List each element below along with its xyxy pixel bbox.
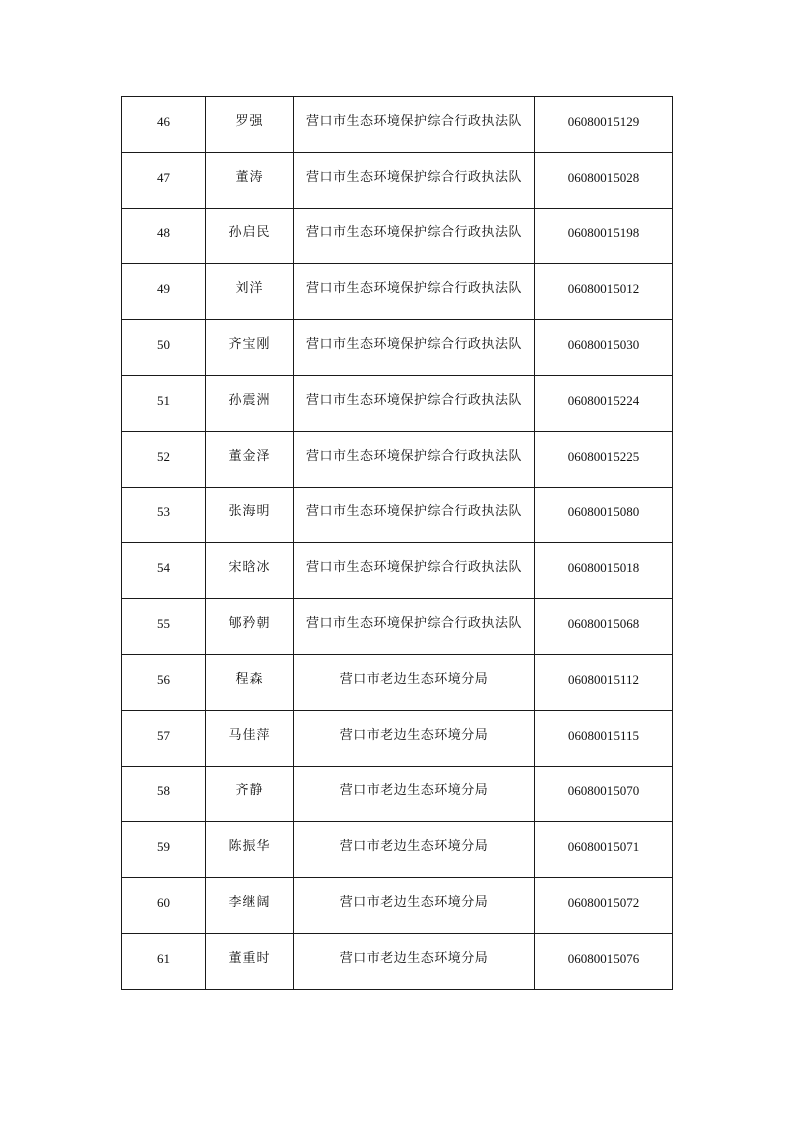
work-unit-cell (294, 710, 535, 766)
table-row (122, 710, 673, 766)
table-row (122, 487, 673, 543)
row-number-cell (122, 654, 206, 710)
row-number-cell-text: 46 (157, 113, 170, 129)
row-number-cell-text: 56 (157, 671, 170, 687)
work-unit-cell (294, 431, 535, 487)
certificate-number-cell (535, 654, 673, 710)
table-row (122, 152, 673, 208)
certificate-number-cell (535, 933, 673, 989)
person-name-cell-text: 齐静 (235, 783, 264, 799)
certificate-number-cell (535, 822, 673, 878)
work-unit-cell-text: 营口市生态环境保护综合行政执法队 (305, 616, 522, 632)
person-name-cell-text: 马佳萍 (228, 727, 271, 743)
row-number-cell (122, 599, 206, 655)
person-name-cell-text: 齐宝刚 (228, 337, 271, 353)
certificate-number-cell-text: 06080015028 (567, 169, 640, 185)
person-name-cell (206, 152, 294, 208)
person-name-cell-text: 罗强 (235, 113, 264, 129)
row-number-cell-text: 59 (157, 839, 170, 855)
person-name-cell-text: 董金泽 (228, 448, 271, 464)
table-row (122, 599, 673, 655)
certificate-number-cell-text: 06080015071 (567, 839, 640, 855)
person-name-cell-text: 宋晗冰 (228, 560, 271, 576)
person-name-cell (206, 766, 294, 822)
work-unit-cell (294, 152, 535, 208)
certificate-number-cell-text: 06080015080 (567, 504, 640, 520)
table-body (122, 97, 673, 990)
certificate-number-cell-text: 06080015224 (567, 392, 640, 408)
table-row (122, 375, 673, 431)
certificate-number-cell (535, 766, 673, 822)
table-row (122, 933, 673, 989)
person-name-cell (206, 431, 294, 487)
certificate-number-cell-text: 06080015068 (567, 616, 640, 632)
work-unit-cell (294, 543, 535, 599)
row-number-cell (122, 97, 206, 153)
table-row (122, 822, 673, 878)
table-row (122, 320, 673, 376)
work-unit-cell (294, 822, 535, 878)
work-unit-cell (294, 97, 535, 153)
person-name-cell-text: 程森 (235, 671, 264, 687)
row-number-cell (122, 152, 206, 208)
certificate-number-cell-text: 06080015072 (567, 895, 640, 911)
work-unit-cell (294, 654, 535, 710)
certificate-number-cell (535, 710, 673, 766)
row-number-cell (122, 320, 206, 376)
row-number-cell (122, 822, 206, 878)
person-name-cell (206, 710, 294, 766)
certificate-number-cell-text: 06080015030 (567, 337, 640, 353)
person-name-cell (206, 543, 294, 599)
row-number-cell-text: 58 (157, 783, 170, 799)
certificate-number-cell-text: 06080015198 (567, 225, 640, 241)
work-unit-cell-text: 营口市生态环境保护综合行政执法队 (305, 504, 522, 520)
work-unit-cell-text: 营口市生态环境保护综合行政执法队 (305, 560, 522, 576)
row-number-cell-text: 49 (157, 281, 170, 297)
row-number-cell-text: 61 (157, 950, 170, 966)
table-row (122, 264, 673, 320)
work-unit-cell (294, 878, 535, 934)
row-number-cell (122, 375, 206, 431)
certificate-number-cell (535, 599, 673, 655)
table-row (122, 878, 673, 934)
certificate-number-cell-text: 06080015115 (567, 727, 640, 743)
person-name-cell-text: 张海明 (228, 504, 271, 520)
person-name-cell-text: 董重时 (228, 950, 271, 966)
work-unit-cell-text: 营口市老边生态环境分局 (339, 895, 489, 911)
work-unit-cell-text: 营口市老边生态环境分局 (339, 839, 489, 855)
row-number-cell (122, 878, 206, 934)
row-number-cell-text: 55 (157, 616, 170, 632)
person-name-cell-text: 孙震洲 (228, 392, 271, 408)
person-name-cell (206, 654, 294, 710)
person-name-cell (206, 208, 294, 264)
row-number-cell (122, 264, 206, 320)
work-unit-cell (294, 599, 535, 655)
table-row (122, 766, 673, 822)
person-name-cell (206, 599, 294, 655)
person-name-cell-text: 郇矜朝 (228, 616, 271, 632)
person-name-cell-text: 董涛 (235, 169, 264, 185)
certificate-number-cell-text: 06080015129 (567, 113, 640, 129)
row-number-cell (122, 933, 206, 989)
row-number-cell-text: 52 (157, 448, 170, 464)
certificate-number-cell (535, 264, 673, 320)
row-number-cell-text: 47 (157, 169, 170, 185)
certificate-number-cell (535, 487, 673, 543)
work-unit-cell-text: 营口市老边生态环境分局 (339, 783, 489, 799)
table-row (122, 208, 673, 264)
work-unit-cell (294, 766, 535, 822)
certificate-number-cell (535, 543, 673, 599)
row-number-cell (122, 431, 206, 487)
work-unit-cell (294, 375, 535, 431)
row-number-cell-text: 57 (157, 727, 170, 743)
row-number-cell (122, 208, 206, 264)
certificate-number-cell (535, 320, 673, 376)
certificate-number-cell-text: 06080015018 (567, 560, 640, 576)
person-name-cell (206, 822, 294, 878)
certificate-number-cell-text: 06080015070 (567, 783, 640, 799)
certificate-number-cell-text: 06080015012 (567, 281, 640, 297)
certificate-number-cell (535, 878, 673, 934)
work-unit-cell-text: 营口市生态环境保护综合行政执法队 (305, 113, 522, 129)
work-unit-cell (294, 487, 535, 543)
person-name-cell (206, 487, 294, 543)
certificate-number-cell (535, 431, 673, 487)
work-unit-cell (294, 208, 535, 264)
work-unit-cell-text: 营口市老边生态环境分局 (339, 950, 489, 966)
person-name-cell (206, 933, 294, 989)
work-unit-cell-text: 营口市生态环境保护综合行政执法队 (305, 337, 522, 353)
table-row (122, 431, 673, 487)
work-unit-cell-text: 营口市生态环境保护综合行政执法队 (305, 392, 522, 408)
work-unit-cell (294, 933, 535, 989)
row-number-cell-text: 53 (157, 504, 170, 520)
row-number-cell-text: 51 (157, 392, 170, 408)
work-unit-cell-text: 营口市生态环境保护综合行政执法队 (305, 448, 522, 464)
row-number-cell (122, 710, 206, 766)
person-name-cell-text: 李继阔 (228, 895, 271, 911)
work-unit-cell-text: 营口市老边生态环境分局 (339, 671, 489, 687)
work-unit-cell-text: 营口市生态环境保护综合行政执法队 (305, 225, 522, 241)
work-unit-cell-text: 营口市老边生态环境分局 (339, 727, 489, 743)
table-row (122, 543, 673, 599)
person-name-cell (206, 97, 294, 153)
certificate-number-cell (535, 152, 673, 208)
row-number-cell-text: 54 (157, 560, 170, 576)
work-unit-cell (294, 264, 535, 320)
work-unit-cell-text: 营口市生态环境保护综合行政执法队 (305, 281, 522, 297)
person-name-cell (206, 320, 294, 376)
person-name-cell (206, 375, 294, 431)
table-row (122, 654, 673, 710)
row-number-cell-text: 48 (157, 225, 170, 241)
work-unit-cell-text: 营口市生态环境保护综合行政执法队 (305, 169, 522, 185)
certificate-number-cell-text: 06080015076 (567, 950, 640, 966)
person-name-cell (206, 878, 294, 934)
row-number-cell (122, 543, 206, 599)
certificate-number-cell (535, 375, 673, 431)
row-number-cell (122, 766, 206, 822)
person-name-cell-text: 孙启民 (228, 225, 271, 241)
row-number-cell (122, 487, 206, 543)
table-row (122, 97, 673, 153)
personnel-table (121, 96, 673, 990)
work-unit-cell (294, 320, 535, 376)
person-name-cell (206, 264, 294, 320)
certificate-number-cell-text: 06080015225 (567, 448, 640, 464)
row-number-cell-text: 50 (157, 337, 170, 353)
person-name-cell-text: 刘洋 (235, 281, 264, 297)
certificate-number-cell-text: 06080015112 (567, 671, 640, 687)
person-name-cell-text: 陈振华 (228, 839, 271, 855)
row-number-cell-text: 60 (157, 895, 170, 911)
certificate-number-cell (535, 208, 673, 264)
certificate-number-cell (535, 97, 673, 153)
